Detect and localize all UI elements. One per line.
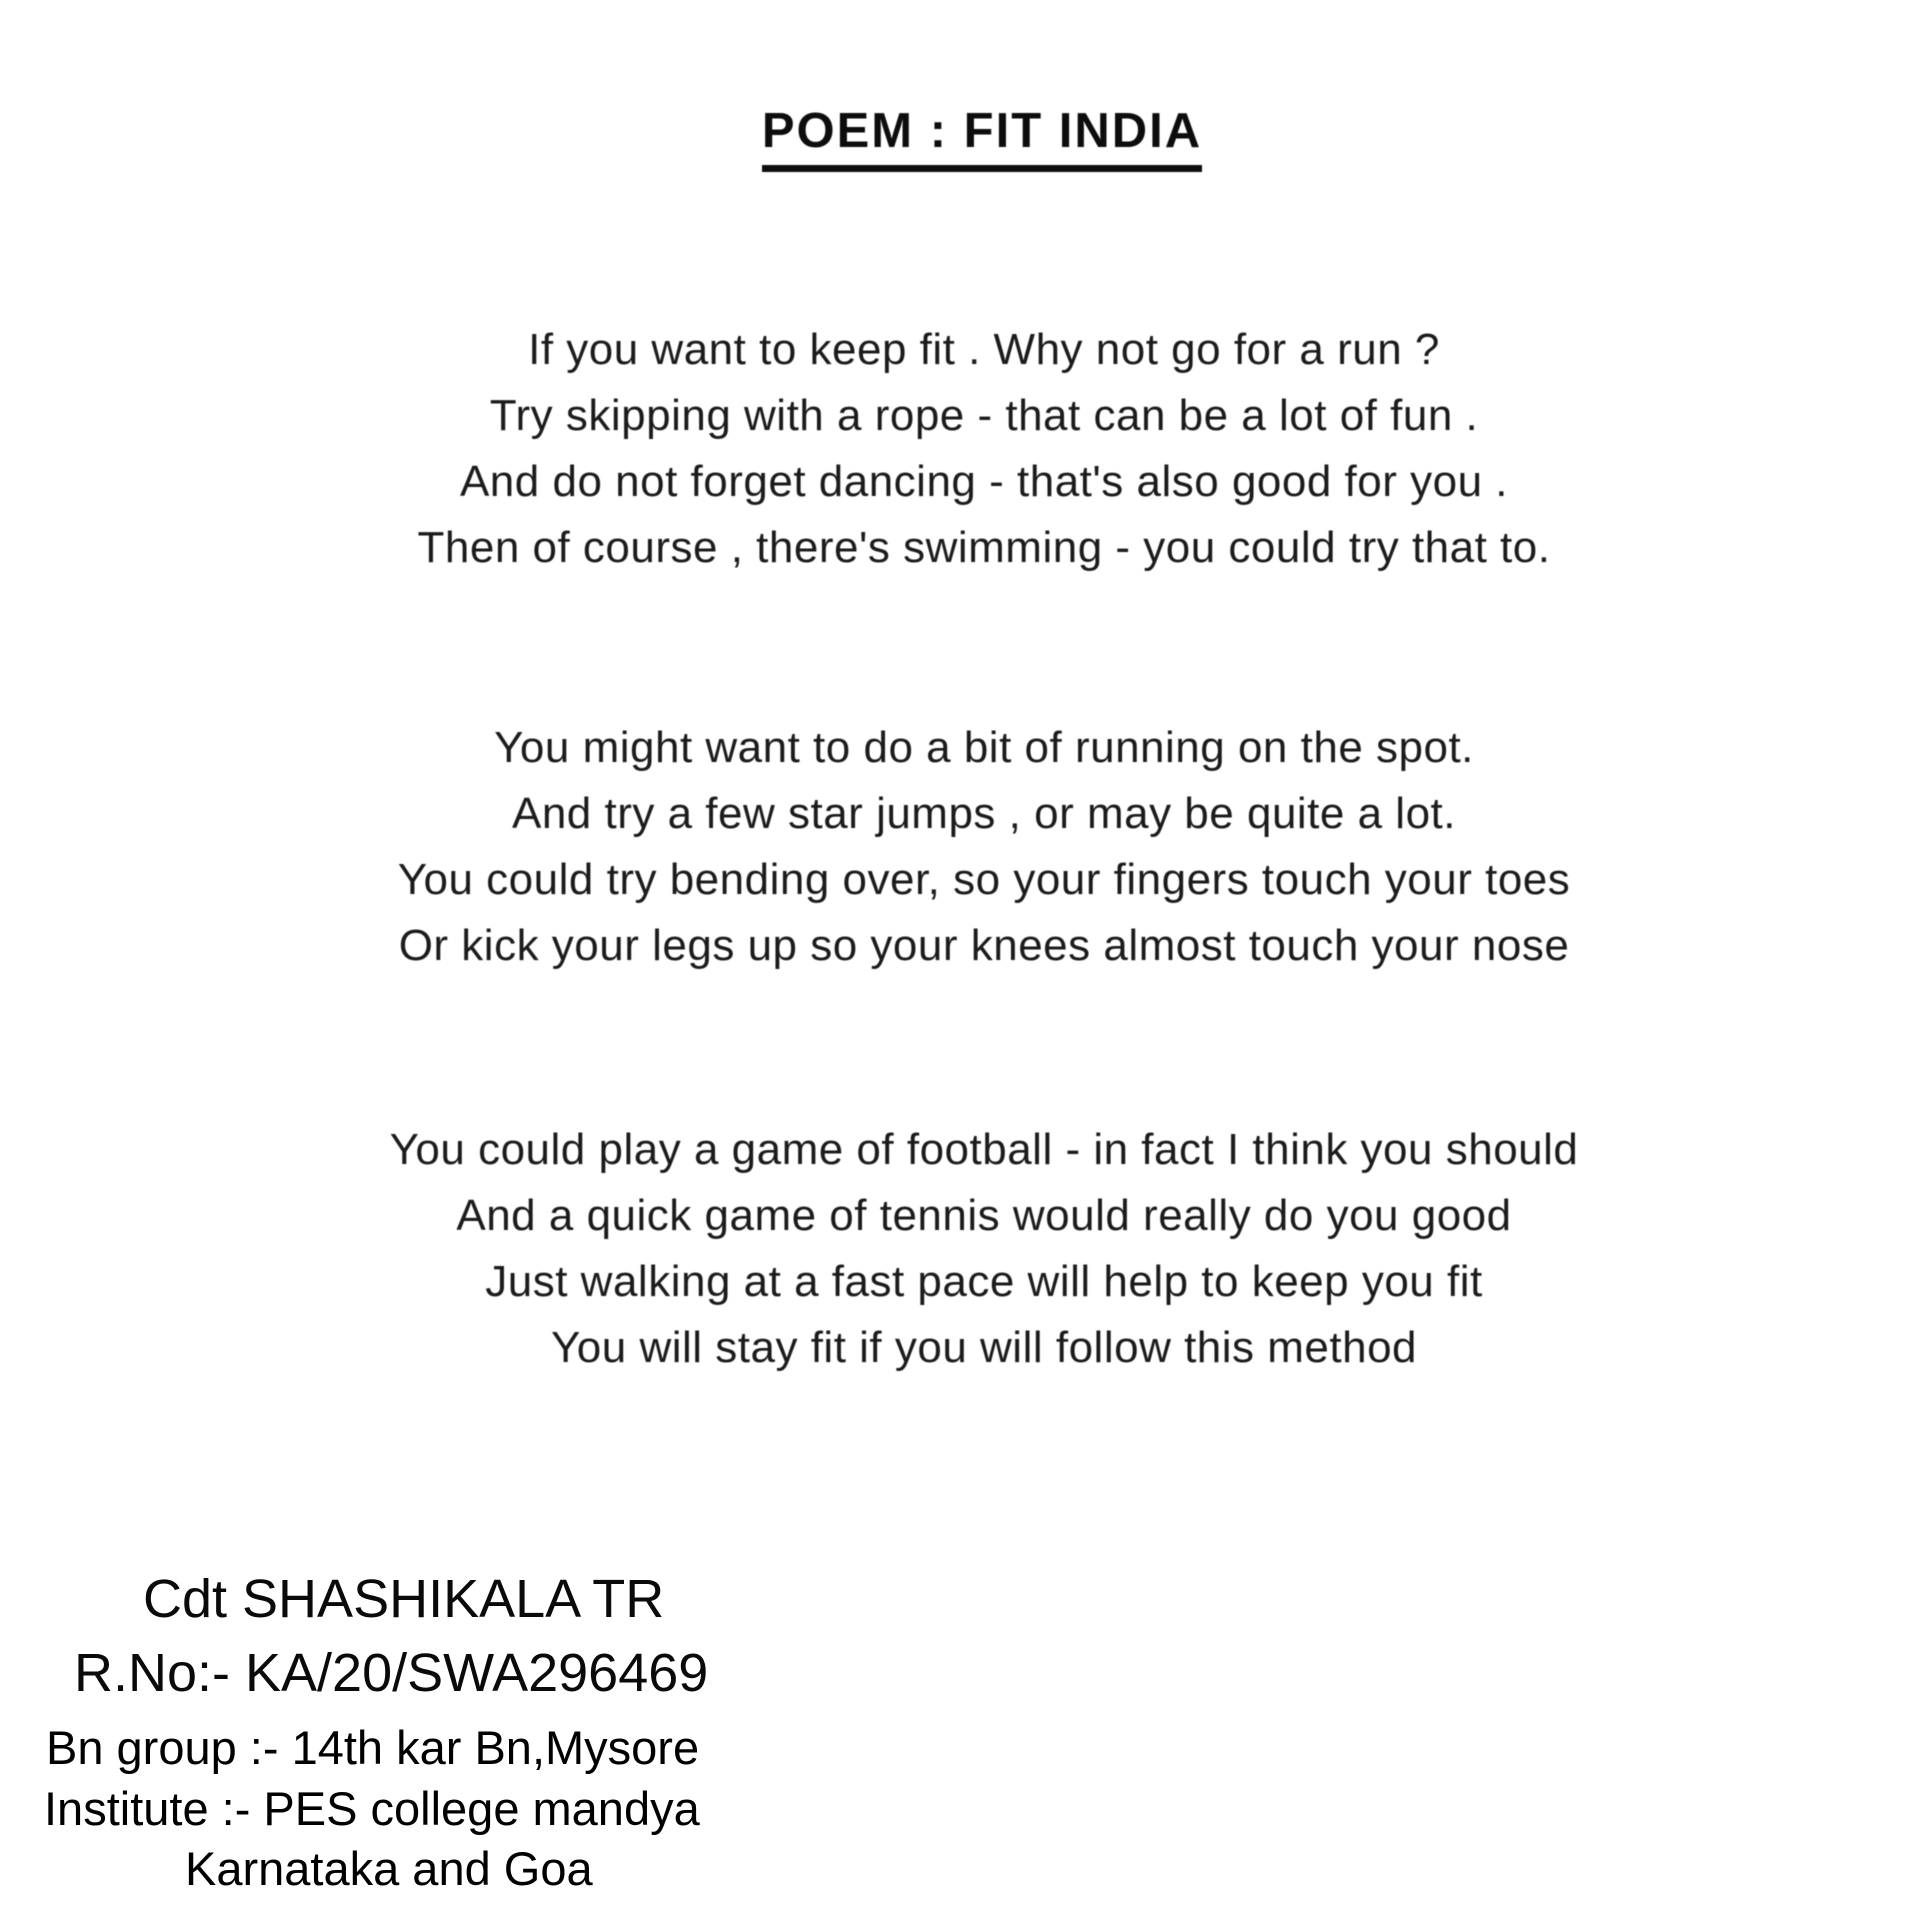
poem-line: You might want to do a bit of running on the spot. xyxy=(494,723,1474,772)
poem-line: Then of course , there's swimming - you could try that to. xyxy=(417,523,1551,572)
poem-line: And a quick game of tennis would really do you good xyxy=(456,1191,1512,1240)
poem-line: You could play a game of football - in fact I think you should xyxy=(389,1125,1579,1174)
poem-title-text: POEM : FIT INDIA xyxy=(762,103,1202,172)
stanza-1 xyxy=(0,317,1920,581)
stanza-2 xyxy=(0,715,1920,979)
poem-line: If you want to keep fit . Why not go for a run ? xyxy=(528,325,1440,374)
author-name: Cdt SHASHIKALA TR xyxy=(143,1569,665,1629)
author-institute: Institute :- PES college mandya xyxy=(44,1782,700,1835)
poem-line: You could try bending over, so your fingers touch your toes xyxy=(397,855,1571,904)
author-directorate: Karnataka and Goa xyxy=(185,1842,593,1895)
poem-line: And try a few star jumps , or may be quite a lot. xyxy=(511,789,1456,838)
poem-line: And do not forget dancing - that's also good for you . xyxy=(459,457,1509,506)
author-registration-number: R.No:- KA/20/SWA296469 xyxy=(74,1643,709,1703)
poem-line: Or kick your legs up so your knees almost touch your nose xyxy=(398,921,1570,970)
stanza-3 xyxy=(0,1117,1920,1381)
poem-line: Try skipping with a rope - that can be a lot of fun . xyxy=(489,391,1479,440)
poem-title xyxy=(0,103,1920,172)
poem-line: Just walking at a fast pace will help to keep you fit xyxy=(485,1257,1483,1306)
poem-line: You will stay fit if you will follow this method xyxy=(550,1323,1418,1372)
author-bn-group: Bn group :- 14th kar Bn,Mysore xyxy=(46,1721,700,1774)
